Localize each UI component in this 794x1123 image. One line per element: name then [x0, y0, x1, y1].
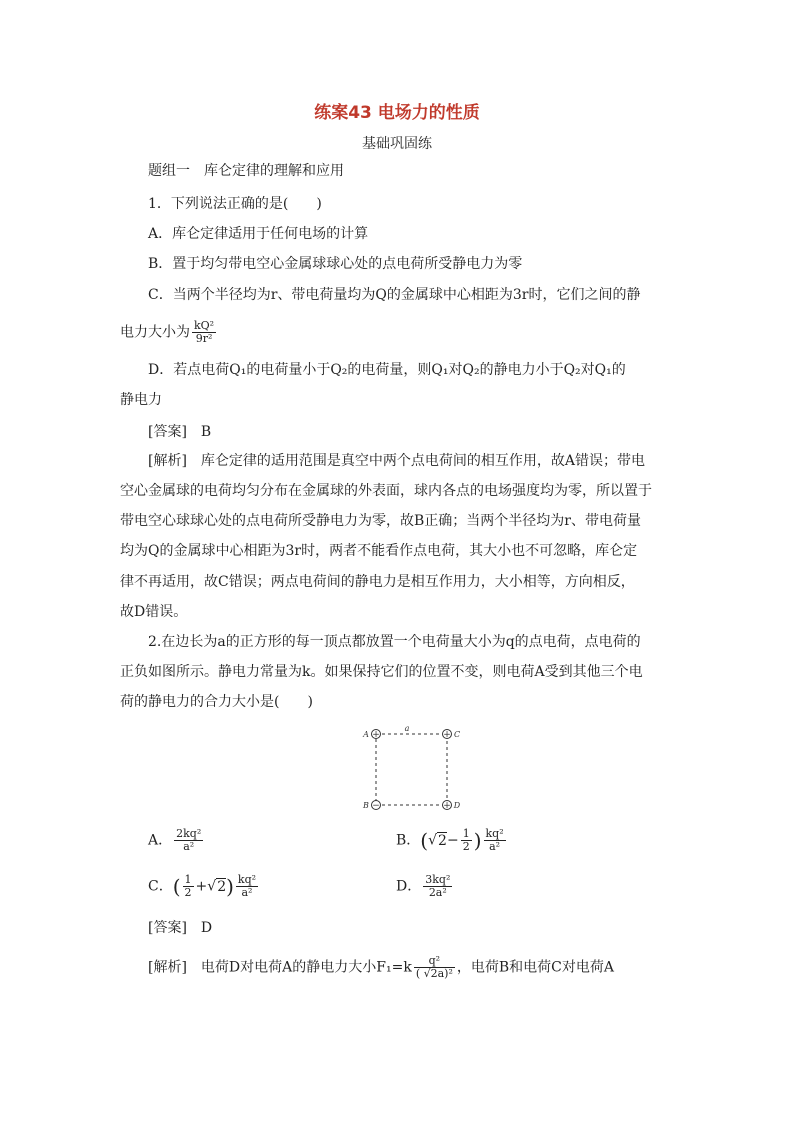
fraction-denominator: 2	[462, 840, 470, 853]
q2-stem-line3: 荷的静电力的合力大小是( )	[120, 694, 313, 710]
q1-option-c-fraction	[192, 320, 216, 345]
q2-analysis-prefix: [解析] 电荷D对电荷A的静电力大小F₁=k	[148, 959, 412, 976]
fraction-numerator: kq²	[237, 873, 257, 886]
charge-d-sign: +	[443, 801, 451, 811]
q1-answer: [答案] B	[148, 424, 212, 440]
q1-stem: 1．下列说法正确的是( )	[148, 196, 322, 212]
q2-option-b: B．(√2− $\frac{1}{2}$ ) $\frac{\text{kq²}}{\text{a²}}$	[396, 827, 504, 853]
q2-stem-line1: 2.在边长为a的正方形的每一顶点都放置一个电荷量大小为q的点电荷，点电荷的	[148, 634, 641, 650]
option-a-fraction	[174, 828, 203, 853]
q2-stem-line2: 正负如图所示。静电力常量为k。如果保持它们的位置不变，则电荷A受到其他三个电	[120, 664, 643, 680]
charge-b-label: B	[363, 801, 369, 810]
fraction-denominator: a²	[241, 886, 253, 899]
q1-analysis-line3: 带电空心球球心处的点电荷所受静电力为零，故B正确；当两个半径均为r、带电荷量	[120, 513, 641, 529]
charge-b-sign: −	[372, 801, 380, 811]
open-paren: (	[420, 828, 429, 853]
option-d-fraction	[423, 874, 452, 899]
option-c-fraction	[236, 874, 258, 899]
fraction-numerator: 2kq²	[176, 827, 202, 840]
fraction-denominator: a²	[489, 840, 501, 853]
q1-analysis-line6: 故D错误。	[120, 604, 188, 620]
q2-analysis-fraction	[414, 955, 455, 980]
q1-option-c-line2	[120, 320, 680, 345]
q1-option-d-line2: 静电力	[120, 392, 162, 408]
square-charge-diagram	[355, 723, 465, 818]
option-c-label: C．	[148, 878, 173, 895]
side-label: a	[404, 724, 410, 733]
charge-d-label: D	[453, 801, 461, 810]
option-b-label: B．	[396, 832, 421, 849]
square-outline	[376, 734, 447, 805]
sqrt-radicand: 2	[217, 878, 227, 895]
fraction-numerator: 1	[184, 873, 192, 886]
q1-analysis-line5: 律不再适用，故C错误；两点电荷间的静电力是相互作用力，大小相等，方向相反，	[120, 574, 635, 590]
q1-analysis-line2: 空心金属球的电荷均匀分布在金属球的外表面，球内各点的电场强度均为零，所以置于	[120, 483, 652, 499]
q2-analysis-line1	[148, 955, 680, 980]
group-heading: 题组一 库仑定律的理解和应用	[148, 163, 344, 179]
q1-option-c-prefix: 电力大小为	[120, 324, 190, 341]
half-fraction	[461, 828, 472, 853]
fraction-numerator: 1	[462, 827, 470, 840]
fraction-numerator: kq²	[485, 827, 504, 840]
q1-option-d-line1: D．若点电荷Q₁的电荷量小于Q₂的电荷量，则Q₁对Q₂的静电力小于Q₂对Q₁的	[148, 362, 626, 378]
q1-analysis-line1: [解析] 库仑定律的适用范围是真空中两个点电荷间的相互作用，故A错误；带电	[148, 453, 646, 469]
q2-answer: [答案] D	[148, 920, 213, 936]
charge-a-sign: +	[372, 730, 380, 740]
open-paren: (	[172, 874, 181, 899]
charge-c-sign: +	[443, 730, 451, 740]
option-d-label: D．	[396, 878, 422, 895]
charge-a-label: A	[363, 730, 369, 739]
sqrt-radicand: 2	[438, 832, 447, 849]
q1-analysis-line4: 均为Q的金属球中心相距为3r时，两者不能看作点电荷，其大小也不可忽略，库仑定	[120, 543, 638, 559]
fraction-numerator: kQ²	[194, 319, 215, 332]
q1-option-a: A．库仑定律适用于任何电场的计算	[148, 226, 369, 242]
fraction-numerator: q²	[414, 955, 455, 968]
fraction-denominator: ( √2a)²	[415, 967, 453, 980]
close-paren: )	[226, 874, 234, 899]
q2-option-a	[148, 828, 205, 853]
close-paren: )	[473, 828, 482, 853]
q1-option-b: B．置于均匀带电空心金属球球心处的点电荷所受静电力为零	[148, 256, 523, 272]
fraction-numerator: 3kq²	[425, 873, 451, 886]
option-b-fraction	[484, 828, 506, 853]
fraction-denominator: 2a²	[428, 886, 447, 899]
q2-option-d	[396, 874, 454, 899]
option-a-label: A．	[148, 832, 173, 849]
fraction-denominator: a²	[183, 840, 195, 853]
charge-c-label: C	[453, 730, 461, 739]
half-fraction	[183, 874, 194, 899]
q2-option-c: C．( $\frac{1}{2}$ +√2) $\frac{\text{kq²}}{\text{a²}}$	[148, 873, 257, 899]
fraction-denominator: 2	[184, 886, 192, 899]
q1-option-c-line1: C．当两个半径均为r、带电荷量均为Q的金属球中心相距为3r时，它们之间的静	[148, 287, 641, 303]
fraction-denominator: 9r²	[195, 332, 213, 345]
q2-analysis-suffix: ，电荷B和电荷C对电荷A	[456, 959, 614, 976]
page-title: 练案43 电场力的性质	[314, 103, 480, 123]
section-subtitle: 基础巩固练	[362, 136, 432, 152]
